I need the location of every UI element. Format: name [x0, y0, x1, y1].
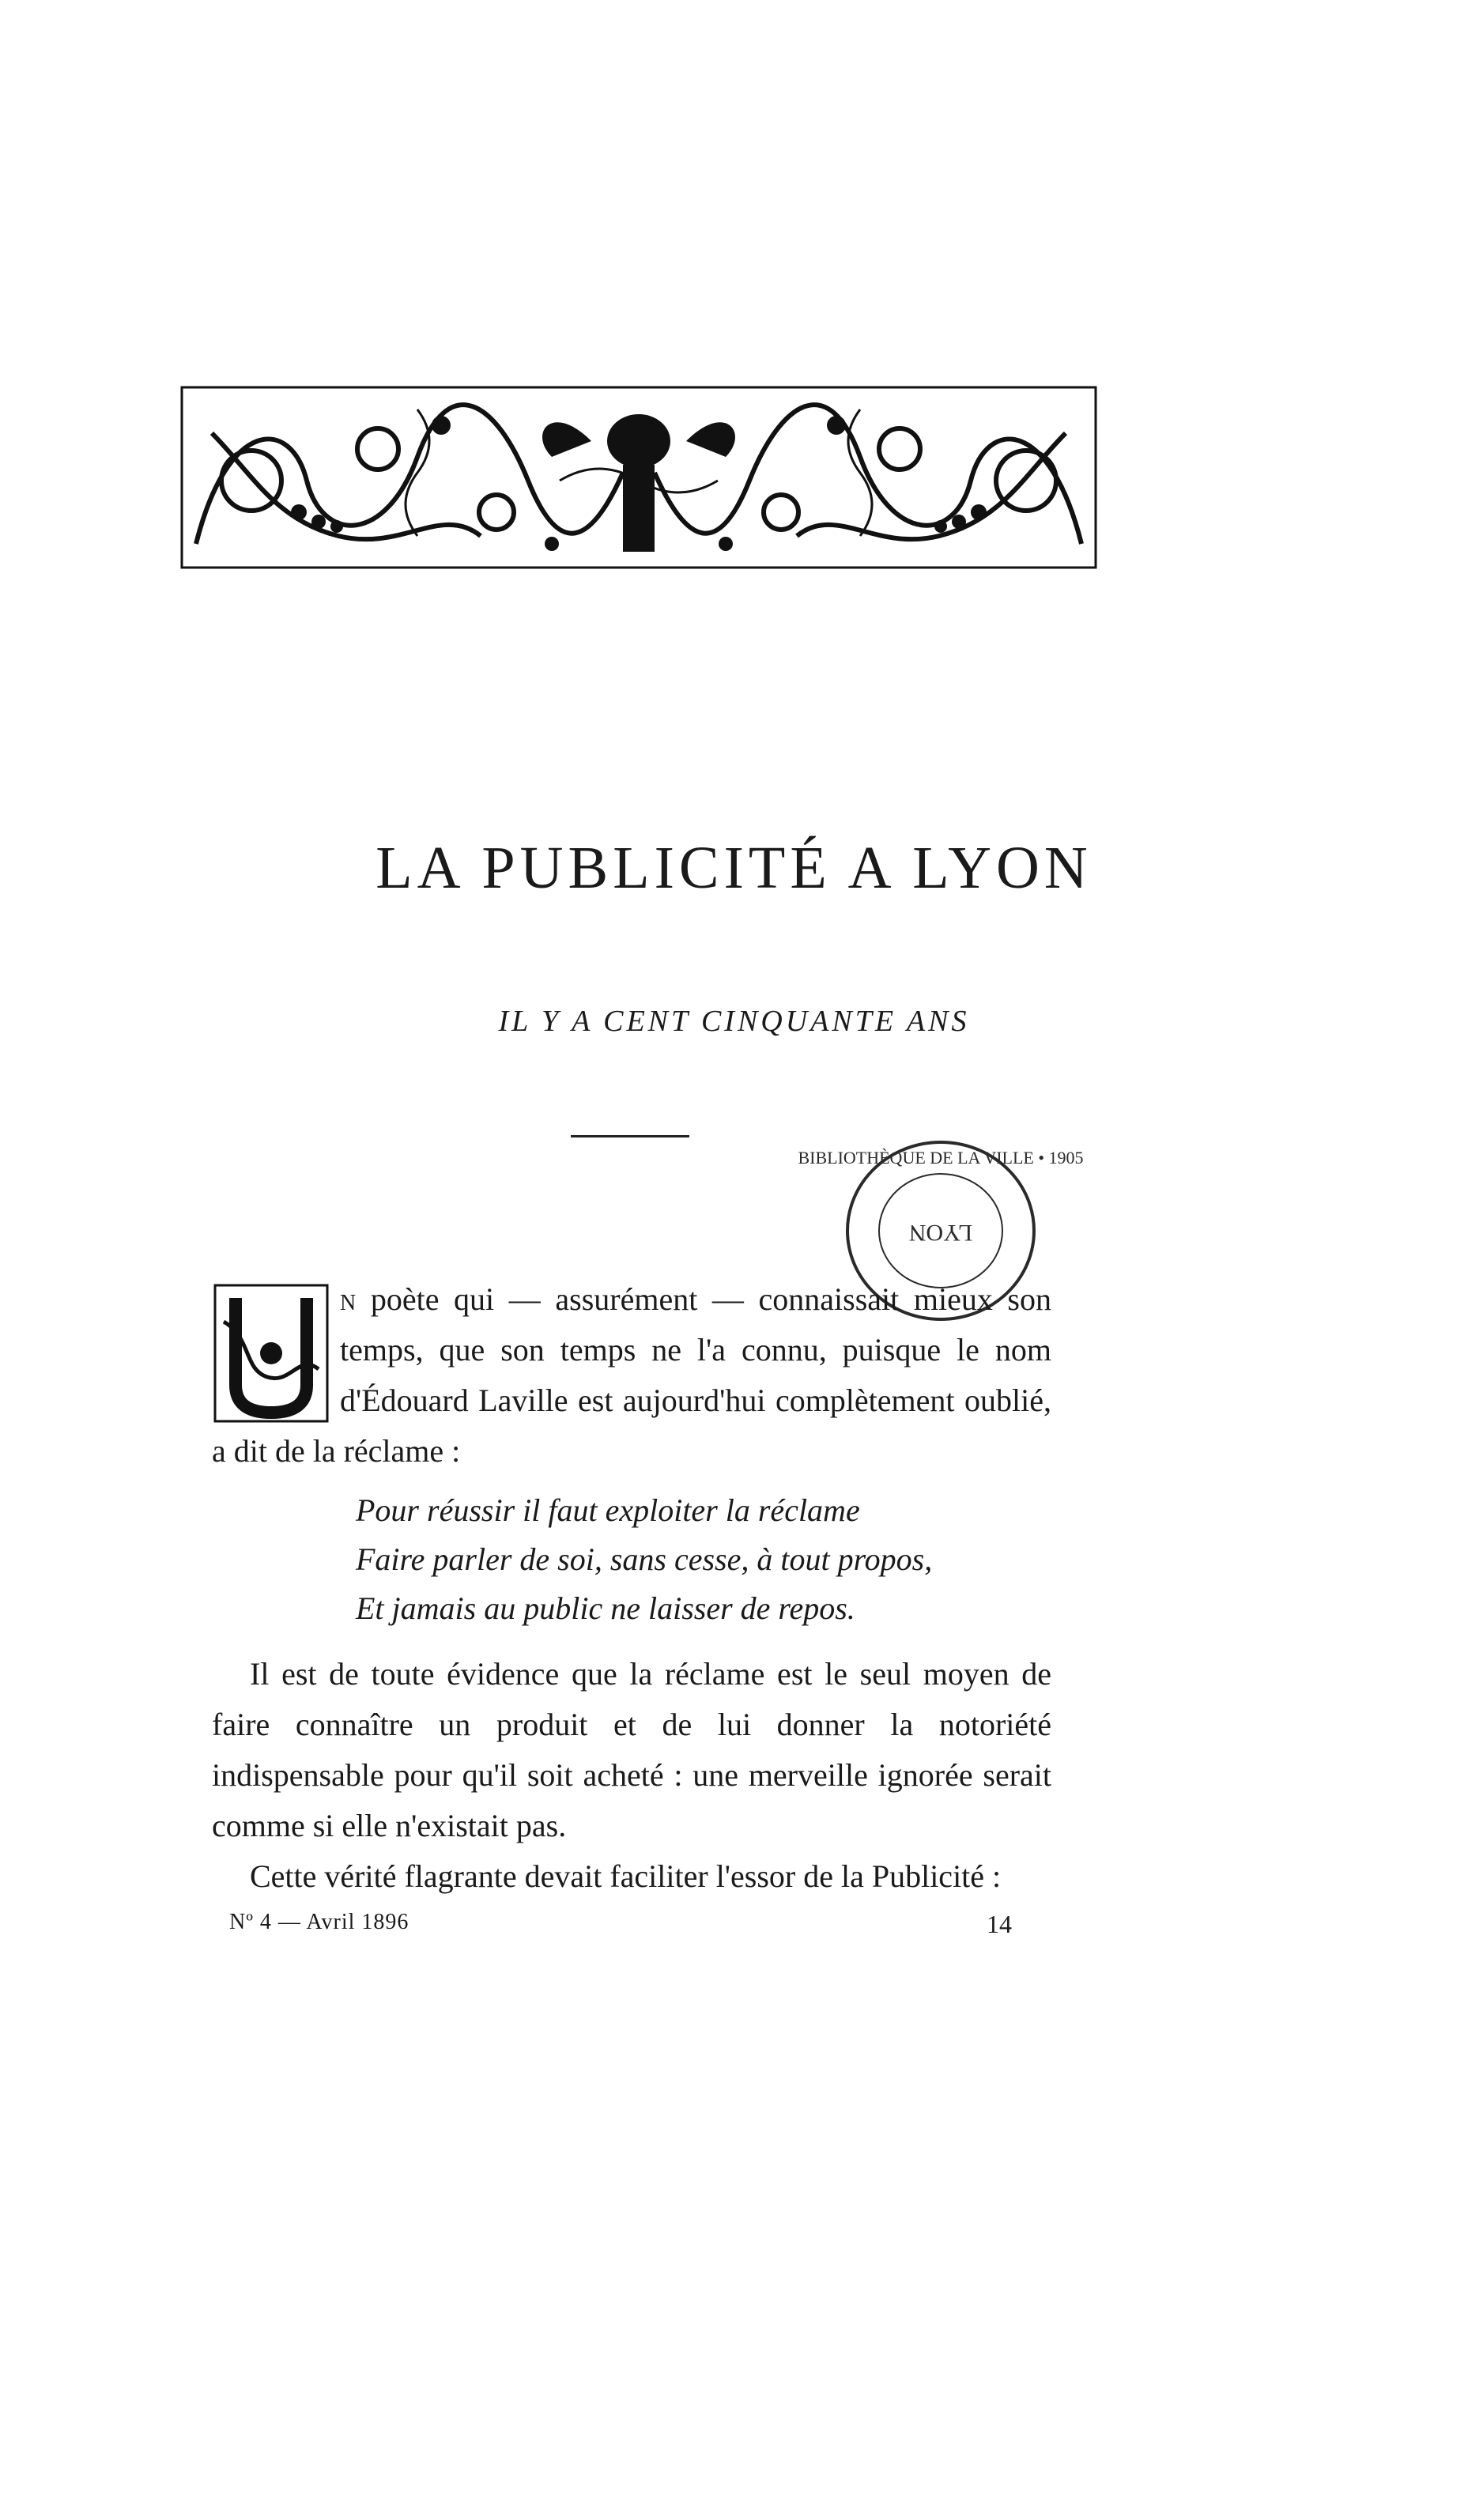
verse-line: Faire parler de soi, sans cesse, à tout propos,: [356, 1541, 933, 1577]
dropcap-letter: U: [270, 1369, 272, 1370]
paragraph-2: Il est de toute évidence que la réclame est le seul moyen de faire connaître un produit et de lui donner la notoriété indispensable pour qu'il soit acheté : une merveille ignorée serait comme si elle n'existait pas.: [212, 1656, 1051, 1843]
ornamental-dropcap: [212, 1282, 330, 1424]
page-number: 14: [987, 1910, 1012, 1938]
verse-line: Pour réussir il faut exploiter la réclame: [356, 1492, 860, 1528]
paragraph-1: [212, 1274, 1051, 1477]
article-subtitle: IL Y A CENT CINQUANTE ANS: [498, 1005, 970, 1038]
issue-info: Nº 4 — Avril 1896: [229, 1910, 409, 1934]
stamp-ring-text: BIBLIOTHÈQUE DE LA VILLE • 1905: [798, 1148, 1084, 1168]
stamp-center-text: LYON: [908, 1220, 973, 1246]
decorative-headpiece-ornament: [180, 386, 1097, 569]
paragraph-1-text: poète qui — assurément — connaissait mieux son temps, que son temps ne l'a connu, puisque le nom d'Édouard Laville est aujourd'hui complètement oublié, a dit de la réclame :: [212, 1281, 1051, 1469]
verse-quote: [356, 1486, 988, 1633]
paragraph-1-lead: n: [340, 1281, 357, 1317]
verse-line: Et jamais au public ne laisser de repos.: [356, 1590, 855, 1626]
title-divider: [571, 1135, 689, 1137]
paragraph-3: Cette vérité flagrante devait faciliter l'essor de la Publicité :: [250, 1858, 1002, 1894]
article-title: LA PUBLICITÉ A LYON: [375, 835, 1093, 901]
